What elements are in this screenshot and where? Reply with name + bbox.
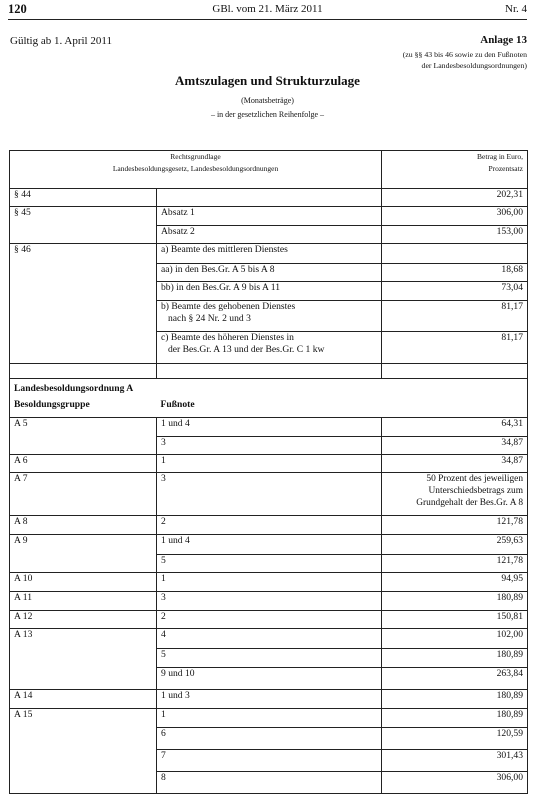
table-row xyxy=(10,629,528,649)
table-row xyxy=(10,207,528,226)
amount-cell: 81,17 xyxy=(382,332,528,364)
description-line: c) Beamte des höheren Dienstes in xyxy=(161,332,294,343)
annex-reference-line: der Landesbesoldungsordnungen) xyxy=(421,60,527,70)
empty-cell xyxy=(157,364,382,379)
pay-group-cell: A 11 xyxy=(10,592,157,611)
section-title: Landesbesoldungsordnung A xyxy=(10,379,528,399)
spacer-row xyxy=(10,364,528,379)
table-row xyxy=(10,573,528,592)
table-row xyxy=(10,611,528,629)
description-cell xyxy=(157,301,382,332)
pay-group-cell: A 12 xyxy=(10,611,157,629)
footnote-cell: 9 und 10 xyxy=(157,668,382,690)
valid-from: Gültig ab 1. April 2011 xyxy=(10,35,112,47)
pay-group-cell: A 14 xyxy=(10,690,157,709)
pay-group-cell: A 10 xyxy=(10,573,157,592)
footnote-cell: 2 xyxy=(157,611,382,629)
empty-cell xyxy=(10,364,157,379)
column-header-row xyxy=(10,399,528,418)
description-cell: Absatz 2 xyxy=(157,226,382,244)
publication-title: GBl. vom 21. März 2011 xyxy=(212,3,323,15)
footnote-cell: 2 xyxy=(157,516,382,535)
amount-cell: 121,78 xyxy=(382,516,528,535)
footnote-cell: 7 xyxy=(157,750,382,772)
pay-group-cell: A 8 xyxy=(10,516,157,535)
issue-number: Nr. 4 xyxy=(505,3,527,15)
header-line: Betrag in Euro, xyxy=(476,152,524,161)
subtitle: (Monatsbeträge) xyxy=(241,96,294,105)
footnote-cell: 8 xyxy=(157,772,382,794)
footnote-cell: 1 und 4 xyxy=(157,418,382,437)
footnote-cell: 1 xyxy=(157,709,382,728)
amount-cell: 153,00 xyxy=(382,226,528,244)
amount-cell: 94,95 xyxy=(382,573,528,592)
amount-cell: 263,84 xyxy=(382,668,528,690)
pay-group-cell: A 15 xyxy=(10,709,157,794)
footnote-cell: 1 xyxy=(157,455,382,473)
document-title: Amtszulagen und Strukturzulage xyxy=(175,73,360,88)
footnote-cell: 3 xyxy=(157,473,382,516)
header-line: Landesbesoldungsgesetz, Landesbesoldungsordnungen xyxy=(112,164,279,173)
amount-cell: 102,00 xyxy=(382,629,528,649)
header-line: Prozentsatz xyxy=(488,164,524,173)
footnote-cell: 3 xyxy=(157,592,382,611)
amount-cell: 34,87 xyxy=(382,455,528,473)
table-row xyxy=(10,244,528,264)
table-row xyxy=(10,418,528,437)
page-header xyxy=(8,0,527,20)
pay-group-cell: A 13 xyxy=(10,629,157,690)
description-cell xyxy=(157,332,382,364)
empty-cell xyxy=(382,244,528,264)
table-row xyxy=(10,535,528,555)
pay-group-cell: A 5 xyxy=(10,418,157,455)
footnote-cell: 5 xyxy=(157,649,382,668)
footnote-cell: 6 xyxy=(157,728,382,750)
table-row xyxy=(10,189,528,207)
amount-cell: 150,81 xyxy=(382,611,528,629)
note-column-header: Fußnote xyxy=(157,399,382,418)
description-cell: bb) in den Bes.Gr. A 9 bis A 11 xyxy=(157,282,382,301)
description-line: der Bes.Gr. A 13 und der Bes.Gr. C 1 kw xyxy=(168,344,325,355)
amount-cell: 120,59 xyxy=(382,728,528,750)
description-cell: a) Beamte des mittleren Dienstes xyxy=(157,244,382,264)
page-number: 120 xyxy=(8,2,27,16)
description-line: nach § 24 Nr. 2 und 3 xyxy=(168,313,251,324)
footnote-cell: 4 xyxy=(157,629,382,649)
amount-header xyxy=(382,151,528,189)
amount-cell: 306,00 xyxy=(382,772,528,794)
table-row xyxy=(10,592,528,611)
header-line: Rechtsgrundlage xyxy=(170,152,221,161)
amount-cell: 121,78 xyxy=(382,555,528,573)
empty-cell xyxy=(157,189,382,207)
amount-cell: 180,89 xyxy=(382,592,528,611)
section-title-row xyxy=(10,379,528,399)
amount-cell: 64,31 xyxy=(382,418,528,437)
amount-cell: 18,68 xyxy=(382,264,528,282)
annex-label: Anlage 13 xyxy=(480,34,527,46)
pay-group-cell: A 7 xyxy=(10,473,157,516)
amount-text-line: Grundgehalt der Bes.Gr. A 8 xyxy=(416,498,524,508)
footnote-cell: 1 und 4 xyxy=(157,535,382,555)
paragraph-cell: § 44 xyxy=(10,189,157,207)
description-line: b) Beamte des gehobenen Dienstes xyxy=(161,301,296,312)
table-row xyxy=(10,709,528,728)
table-header-row xyxy=(10,151,528,189)
amount-text-line: 50 Prozent des jeweiligen xyxy=(426,474,524,484)
amount-cell: 301,43 xyxy=(382,750,528,772)
description-cell: Absatz 1 xyxy=(157,207,382,226)
group-column-header: Besoldungsgruppe xyxy=(10,399,157,418)
pay-group-cell: A 9 xyxy=(10,535,157,573)
amount-cell: 81,17 xyxy=(382,301,528,332)
footnote-cell: 3 xyxy=(157,437,382,455)
amount-cell: 34,87 xyxy=(382,437,528,455)
description-cell: aa) in den Bes.Gr. A 5 bis A 8 xyxy=(157,264,382,282)
allowance-table xyxy=(9,150,528,794)
amount-text-line: Unterschiedsbetrags zum xyxy=(428,486,524,496)
table-row xyxy=(10,690,528,709)
annex-reference-line: (zu §§ 43 bis 46 sowie zu den Fußnoten xyxy=(402,50,527,59)
footnote-cell: 1 und 3 xyxy=(157,690,382,709)
footnote-cell: 1 xyxy=(157,573,382,592)
amount-cell: 180,89 xyxy=(382,690,528,709)
pay-group-cell: A 6 xyxy=(10,455,157,473)
empty-cell xyxy=(382,364,528,379)
amount-cell: 73,04 xyxy=(382,282,528,301)
amount-cell: 306,00 xyxy=(382,207,528,226)
empty-cell xyxy=(382,399,528,418)
subtitle: – in der gesetzlichen Reihenfolge – xyxy=(210,110,325,119)
amount-cell: 259,63 xyxy=(382,535,528,555)
table-row xyxy=(10,516,528,535)
amount-cell: 180,89 xyxy=(382,709,528,728)
footnote-cell: 5 xyxy=(157,555,382,573)
amount-cell: 180,89 xyxy=(382,649,528,668)
table-row xyxy=(10,455,528,473)
annex-reference xyxy=(403,50,527,71)
table-row xyxy=(10,473,528,516)
amount-text-cell xyxy=(382,473,528,516)
paragraph-cell: § 45 xyxy=(10,207,157,244)
paragraph-cell: § 46 xyxy=(10,244,157,364)
legal-basis-header xyxy=(10,151,382,189)
amount-cell: 202,31 xyxy=(382,189,528,207)
